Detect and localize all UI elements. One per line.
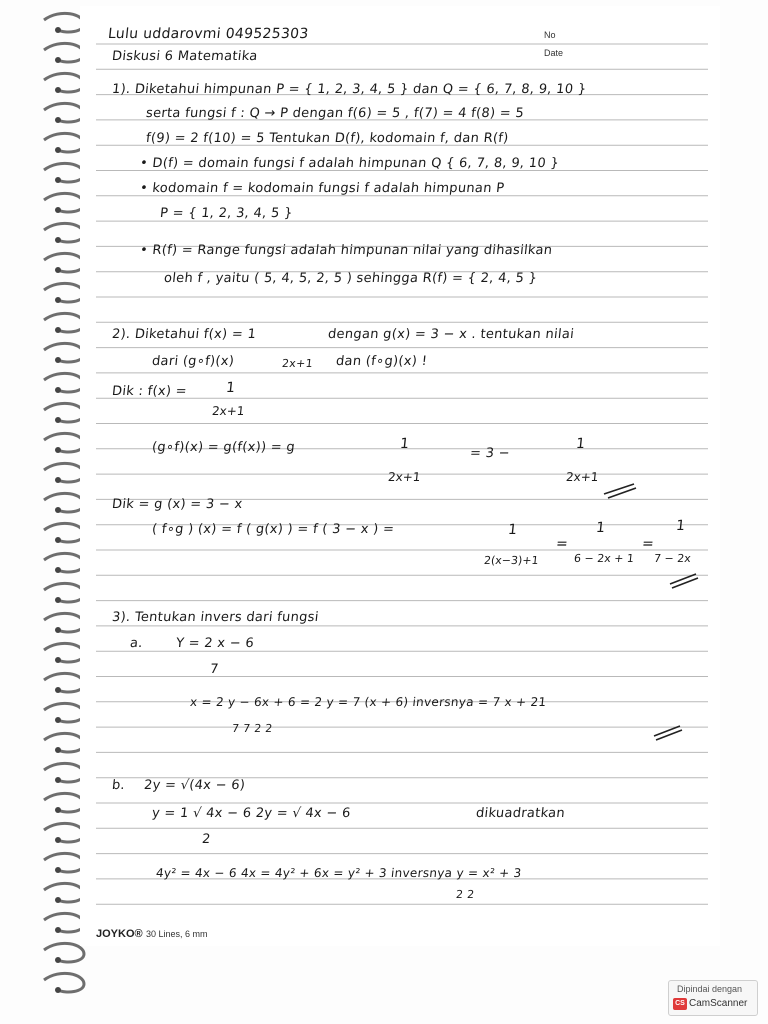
q2-eq-2: = <box>641 536 655 552</box>
q2-calc-1-den: 2x+1 <box>387 470 422 484</box>
punch-hole <box>55 57 61 63</box>
spiral-ring <box>44 103 84 122</box>
q2-calc-1: (g∘f)(x) = g(f(x)) = g <box>151 440 296 455</box>
q2-dik-1: Dik : f(x) = <box>111 384 188 399</box>
q3b-label: b. <box>111 778 126 793</box>
spiral-ring <box>44 133 84 152</box>
punch-hole <box>55 357 61 363</box>
spiral-ring <box>44 643 84 662</box>
q2-calc-2-den-3: 7 − 2x <box>653 552 692 565</box>
scanner-brand: CamScanner <box>689 998 748 1009</box>
q2-calc-2: ( f∘g ) (x) = f ( g(x) ) = f ( 3 − x ) = <box>151 522 395 537</box>
q2-calc-2-den-2: 6 − 2x + 1 <box>573 552 635 565</box>
punch-hole <box>55 987 61 993</box>
spiral-ring <box>44 613 84 632</box>
spiral-ring <box>44 523 84 542</box>
punch-hole <box>55 837 61 843</box>
spiral-ring <box>44 223 84 242</box>
punch-hole <box>55 807 61 813</box>
q2-calc-2-num-1: 1 <box>507 522 518 538</box>
q1-line-5: • kodomain f = kodomain fungsi f adalah himpunan P <box>139 181 506 196</box>
spiral-ring <box>44 733 84 752</box>
punch-hole <box>55 897 61 903</box>
q3a-equation: Y = 2 x − 6 <box>175 636 255 651</box>
spiral-ring <box>44 43 84 62</box>
spiral-ring <box>44 343 84 362</box>
punch-hole <box>55 237 61 243</box>
checkmark-2 <box>666 570 706 590</box>
q3a-label: a. <box>129 636 144 651</box>
spiral-ring <box>44 853 84 872</box>
punch-hole <box>55 777 61 783</box>
q3b-equation: 2y = √(4x − 6) <box>143 778 246 793</box>
q1-line-3: f(9) = 2 f(10) = 5 Tentukan D(f), kodomain f, dan R(f) <box>145 131 510 146</box>
q1-line-4: • D(f) = domain fungsi f adalah himpunan Q { 6, 7, 8, 9, 10 } <box>139 156 560 171</box>
spiral-ring <box>44 943 84 962</box>
spiral-ring <box>44 823 84 842</box>
punch-hole <box>55 477 61 483</box>
date-label: Date <box>544 48 564 58</box>
q2-line-2a: dari (g∘f)(x) <box>151 354 235 369</box>
punch-hole <box>55 657 61 663</box>
punch-hole <box>55 87 61 93</box>
q3b-denominator: 2 <box>201 832 212 847</box>
spiral-ring <box>44 433 84 452</box>
spiral-ring <box>44 163 84 182</box>
punch-hole <box>55 27 61 33</box>
spiral-ring <box>44 583 84 602</box>
q2-calc-2-den-1: 2(x−3)+1 <box>483 554 540 567</box>
punch-hole <box>55 147 61 153</box>
punch-hole <box>55 387 61 393</box>
q3b-line-3: 4y² = 4x − 6 4x = 4y² + 6x = y² + 3 inversnya y = x² + 3 <box>155 866 523 880</box>
spiral-binding <box>0 0 92 1024</box>
course-title: Diskusi 6 Matematika <box>111 49 259 64</box>
q2-line-1b: dengan g(x) = 3 − x . tentukan nilai <box>327 327 575 342</box>
q2-dik-2: Dik = g (x) = 3 − x <box>111 497 244 512</box>
q1-line-6: P = { 1, 2, 3, 4, 5 } <box>159 206 294 221</box>
q1-line-2: serta fungsi f : Q → P dengan f(6) = 5 , f(7) = 4 f(8) = 5 <box>145 106 525 121</box>
q2-line-1c: 2x+1 <box>281 357 314 370</box>
spiral-ring <box>44 283 84 302</box>
punch-hole <box>55 597 61 603</box>
spiral-ring <box>44 403 84 422</box>
punch-hole <box>55 927 61 933</box>
spiral-ring <box>44 313 84 332</box>
punch-hole <box>55 687 61 693</box>
q3a-work-denominators: 7 7 2 2 <box>231 722 274 735</box>
punch-hole <box>55 627 61 633</box>
camscanner-logo-icon: CS <box>673 998 687 1010</box>
notebook-spec: 30 Lines, 6 mm <box>146 929 208 939</box>
spiral-ring <box>44 73 84 92</box>
spiral-ring <box>44 793 84 812</box>
punch-hole <box>55 957 61 963</box>
spiral-ring <box>44 253 84 272</box>
q2-calc-1-num: 1 <box>399 436 410 452</box>
spiral-ring <box>44 763 84 782</box>
punch-hole <box>55 177 61 183</box>
q2-calc-1-mid: = 3 − <box>469 446 511 461</box>
q2-line-2b: dan (f∘g)(x) ! <box>335 354 428 369</box>
punch-hole <box>55 717 61 723</box>
notebook-brand: JOYKO® <box>96 928 143 940</box>
q2-calc-1-den-2: 2x+1 <box>565 470 600 484</box>
q3a-work: x = 2 y − 6x + 6 = 2 y = 7 (x + 6) inversnya = 7 x + 21 <box>189 695 548 709</box>
spiral-ring <box>44 883 84 902</box>
q2-calc-2-num-2: 1 <box>595 520 606 536</box>
punch-hole <box>55 207 61 213</box>
spiral-ring <box>44 13 84 32</box>
punch-hole <box>55 507 61 513</box>
punch-hole <box>55 267 61 273</box>
spiral-ring <box>44 913 84 932</box>
punch-hole <box>55 747 61 753</box>
punch-hole <box>55 867 61 873</box>
checkmark-1 <box>600 480 640 500</box>
scanner-caption: Dipindai dengan <box>677 984 743 994</box>
spiral-ring <box>44 553 84 572</box>
spiral-ring <box>44 973 84 992</box>
camscanner-watermark <box>668 980 758 1016</box>
student-name: Lulu uddarovmi 049525303 <box>107 26 310 42</box>
q2-dik-1-den: 2x+1 <box>211 404 246 418</box>
q3b-note: dikuadratkan <box>475 806 566 821</box>
q2-eq-1: = <box>555 536 569 552</box>
spiral-ring <box>44 373 84 392</box>
punch-hole <box>55 327 61 333</box>
q3b-line-2: y = 1 √ 4x − 6 2y = √ 4x − 6 <box>151 806 352 821</box>
punch-hole <box>55 117 61 123</box>
punch-hole <box>55 537 61 543</box>
q3-title: 3). Tentukan invers dari fungsi <box>111 610 320 625</box>
spiral-ring <box>44 193 84 212</box>
spiral-ring <box>44 493 84 512</box>
punch-hole <box>55 417 61 423</box>
checkmark-3 <box>650 722 690 742</box>
spiral-ring <box>44 463 84 482</box>
q1-line-7: • R(f) = Range fungsi adalah himpunan nilai yang dihasilkan <box>139 243 554 258</box>
punch-hole <box>55 297 61 303</box>
spiral-ring <box>44 673 84 692</box>
q2-calc-1-num-2: 1 <box>575 436 586 452</box>
punch-hole <box>55 567 61 573</box>
q2-calc-2-num-3: 1 <box>675 518 686 534</box>
q1-line-8: oleh f , yaitu ( 5, 4, 5, 2, 5 ) sehingga R(f) = { 2, 4, 5 } <box>163 271 538 286</box>
no-label: No <box>544 30 556 40</box>
spiral-ring <box>44 703 84 722</box>
q3a-denominator: 7 <box>209 662 220 677</box>
q2-line-1a: 2). Diketahui f(x) = 1 <box>111 327 257 342</box>
q3b-line-3-denominators: 2 2 <box>455 888 476 901</box>
punch-hole <box>55 447 61 453</box>
q2-dik-1-num: 1 <box>225 380 236 396</box>
q1-line-1: 1). Diketahui himpunan P = { 1, 2, 3, 4, 5 } dan Q = { 6, 7, 8, 9, 10 } <box>111 82 588 97</box>
